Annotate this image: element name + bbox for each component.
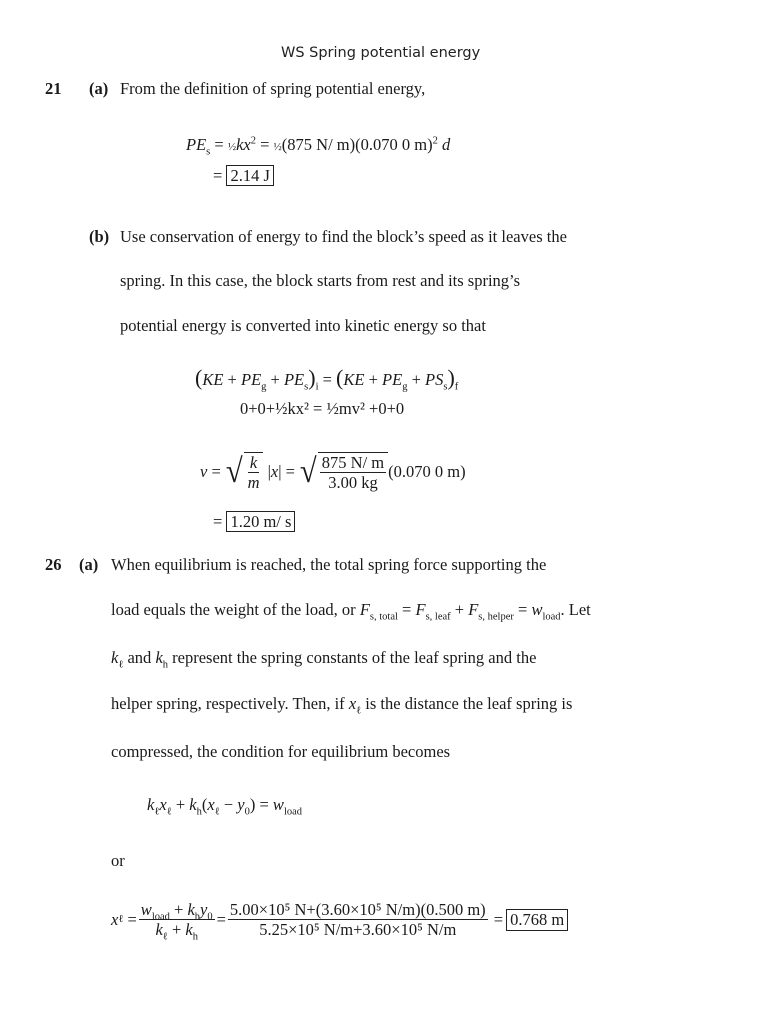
p26-text-2a: load equals the weight of the load, or [111, 600, 356, 619]
pe-equation-values: (875 N/ m)(0.070 0 m) [281, 135, 433, 154]
v-factor: (0.070 0 m) [388, 462, 466, 481]
equilibrium-equation: $k_\ell x_\ell + k_h(x_\ell - y_0) = w_{load}$ [147, 795, 303, 818]
part-b-text-3: potential energy is converted into kinetic energy so that [120, 316, 486, 335]
pe-result-line: = 2.14 J [213, 166, 274, 186]
problem-number-21: 21 [45, 79, 62, 98]
page-title: WS Spring potential energy [281, 45, 481, 61]
part-26a-label: (a) [79, 555, 99, 574]
symbolic-fraction: $\frac{w_{load} + k_hy_0}{k_\ell + k_h}$ [140, 900, 213, 943]
v-numerator: 875 N/ m [321, 453, 385, 472]
part-a-text: From the definition of spring potential energy, [120, 79, 426, 98]
p26-text-4: helper spring, respectively. Then, if $x_\ell$ is the distance the leaf spring is [111, 694, 573, 717]
pe-exponent: 2 [432, 135, 438, 147]
v-denominator: 3.00 kg [328, 473, 378, 492]
p26-text-3-body: represent the spring constants of the leaf spring and the [172, 648, 537, 667]
or-text: or [111, 851, 125, 870]
part-a-label: (a) [89, 79, 109, 98]
part-b-text-1: Use conservation of energy to find the block’s speed as it leaves the [120, 227, 567, 246]
part-b-text-2: spring. In this case, the block starts from rest and its spring’s [120, 271, 521, 290]
sqrt-k-over-m: √ $\frac{k}{m}$ [225, 452, 264, 492]
x-solution-equation: x ℓ = $\frac{w_{load} + k_hy_0}{k_\ell + k_h}$ = $\frac{\text{5.00×10⁵ N+(3.60×10⁵ N/m)(0.500 m)}}{\text{5.25×10⁵ N/m+3.60×10⁵ N/m}}$ = 0.768 m [111, 900, 568, 939]
x-result-box: 0.768 m [506, 909, 568, 931]
numeric-fraction [228, 900, 488, 939]
v-result-box: 1.20 m/ s [226, 511, 295, 532]
pe-suffix: d [441, 135, 451, 154]
velocity-equation: v = √ $\frac{k}{m}$ | x | = √ $\frac{875 N/ m}{3.00 kg}$ (0.070 0 m) [200, 453, 466, 492]
pe-result-box: 2.14 J [226, 165, 273, 186]
energy-equation: 0+0+½kx² = ½mv² +0+0 [240, 399, 405, 418]
p26-text-1: When equilibrium is reached, the total spring force supporting the [111, 555, 547, 574]
p26-text-4b: is the distance the leaf spring is [365, 694, 573, 713]
v-result-line: = 1.20 m/ s [213, 512, 295, 532]
p26-text-5: compressed, the condition for equilibrium becomes [111, 742, 451, 761]
conservation-equation: $(KE + PE_g + PE_s)_i = (KE + PE_g + PS_s)_f$ [195, 365, 459, 393]
x-denominator: 5.25×10⁵ N/m+3.60×10⁵ N/m [259, 920, 457, 939]
p26-text-4a: helper spring, respectively. Then, if [111, 694, 345, 713]
sqrt-values: √ $\frac{875 N/ m}{3.00 kg}$ [299, 452, 388, 492]
p26-text-2: load equals the weight of the load, or $F_{s, total} = F_{s, leaf} + F_{s, helper} = w_{load}$. Let [111, 600, 591, 623]
part-b-label: (b) [89, 227, 110, 246]
p26-text-2b: Let [568, 600, 591, 619]
p26-text-3: $k_\ell$ and $k_h$ represent the spring constants of the leaf spring and the [111, 648, 537, 671]
problem-number-26: 26 [45, 555, 62, 574]
pe-equation: $PE_s$ = $\frac{1}{2}kx^2$ = ½(875 N/ m)(0.070 0 m)$^2$ d [186, 135, 451, 158]
x-numerator: 5.00×10⁵ N+(3.60×10⁵ N/m)(0.500 m) [229, 900, 486, 919]
